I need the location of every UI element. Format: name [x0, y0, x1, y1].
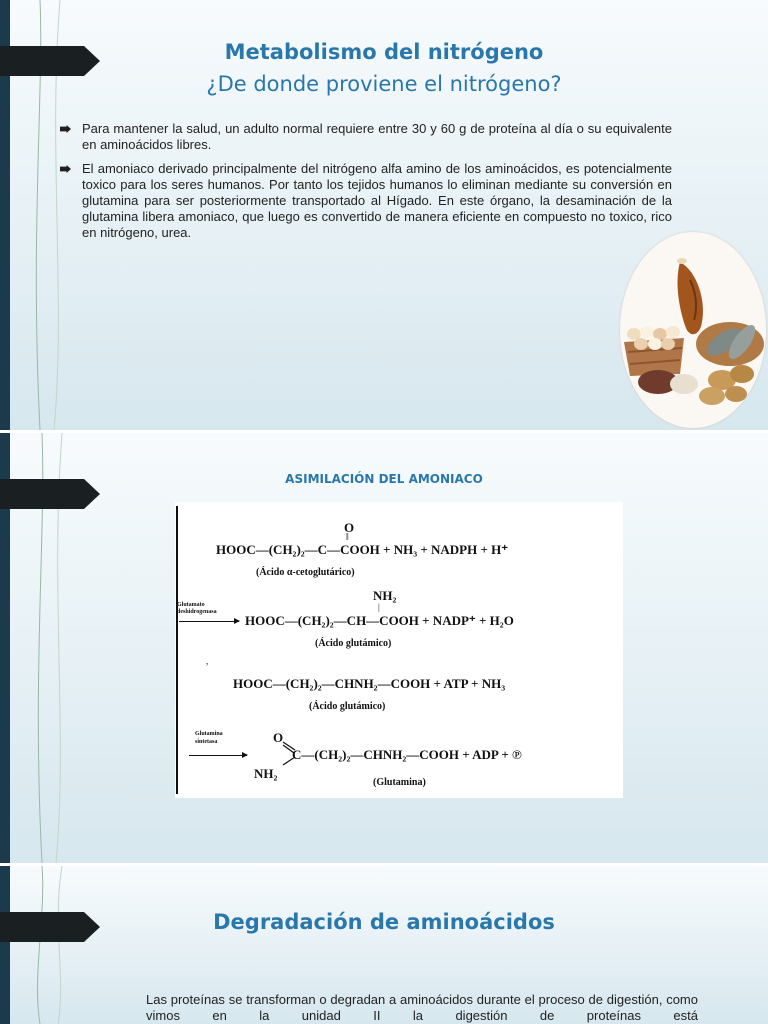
equation-2: HOOC—(CH₂)₂—CH—COOH + NADP⁺ + H₂O [245, 613, 514, 628]
slide-nitrogen-metabolism [0, 0, 768, 430]
arrow-bullet-icon [60, 165, 71, 173]
decorative-curves [0, 866, 120, 1024]
slide-title: Degradación de aminoácidos [213, 910, 555, 934]
enzyme-label: Glutamina [195, 731, 223, 737]
equation-4: C—(CH₂)₂—CHNH₂—COOH + ADP + ℗ [292, 747, 522, 762]
bond-mark: | [378, 602, 380, 612]
compound-label: (Glutamina) [373, 777, 426, 788]
bullet-text: El amoniaco derivado principalmente del nitrógeno alfa amino de los aminoácidos, es potencialmente toxico para los seres humanos. Por tanto los tejidos humanos lo eliminan mediante su conversión en glutamina para ser posteriormente transportado al Hígado. En este órgano, la desaminación de la glutamina libera amoniaco, que luego es convertido de manera eficiente en compuesto no toxico, rico en nitrógeno, urea. [82, 161, 672, 240]
compound-label: (Ácido glutámico) [315, 638, 392, 649]
arrow-bullet-icon [60, 125, 71, 133]
enzyme-label: sintetasa [195, 739, 218, 745]
enzyme-label: deshidrogenasa [177, 609, 217, 615]
bullet-text: Para mantener la salud, un adulto normal requiere entre 30 y 60 g de proteína al día o su equivalente en aminoácidos libres. [82, 121, 672, 152]
carbonyl-oxygen: O [344, 520, 355, 535]
reaction-arrow [179, 621, 239, 622]
list-item [60, 161, 672, 241]
scheme-vertical-line [176, 506, 178, 794]
amino-group: NH₂ [254, 766, 278, 781]
slide-tab-marker [0, 912, 100, 942]
reaction-arrow [189, 755, 247, 756]
compound-label: (Ácido α-cetoglutárico) [256, 567, 355, 578]
enzyme-label: Glutamato [177, 602, 205, 608]
bullet-list [60, 121, 672, 249]
list-item [60, 121, 672, 153]
equation-1: HOOC—(CH₂)₂—C—COOH + NH₃ + NADPH + H⁺ [216, 542, 509, 557]
scheme-mark: , [206, 656, 209, 666]
slide-tab-marker [0, 46, 100, 76]
slide-body-text: Las proteínas se transforman o degradan a aminoácidos durante el proceso de digestión, como vimos en la unidad II la digestión de proteínas está [146, 992, 698, 1023]
slide-subtitle: ¿De donde proviene el nitrógeno? [206, 72, 562, 96]
amino-group: NH₂ [373, 588, 397, 603]
reaction-scheme [175, 502, 623, 798]
compound-label: (Ácido glutámico) [309, 701, 386, 712]
protein-foods-image [620, 232, 766, 428]
carbonyl-oxygen: O [273, 730, 284, 745]
double-bond-mark: ‖ [346, 532, 349, 543]
slide-title: Metabolismo del nitrógeno [224, 40, 544, 64]
slide-tab-marker [0, 479, 100, 509]
slide-title: ASIMILACIÓN DEL AMONIACO [285, 472, 483, 486]
equation-3: HOOC—(CH₂)₂—CHNH₂—COOH + ATP + NH₃ [233, 676, 506, 691]
